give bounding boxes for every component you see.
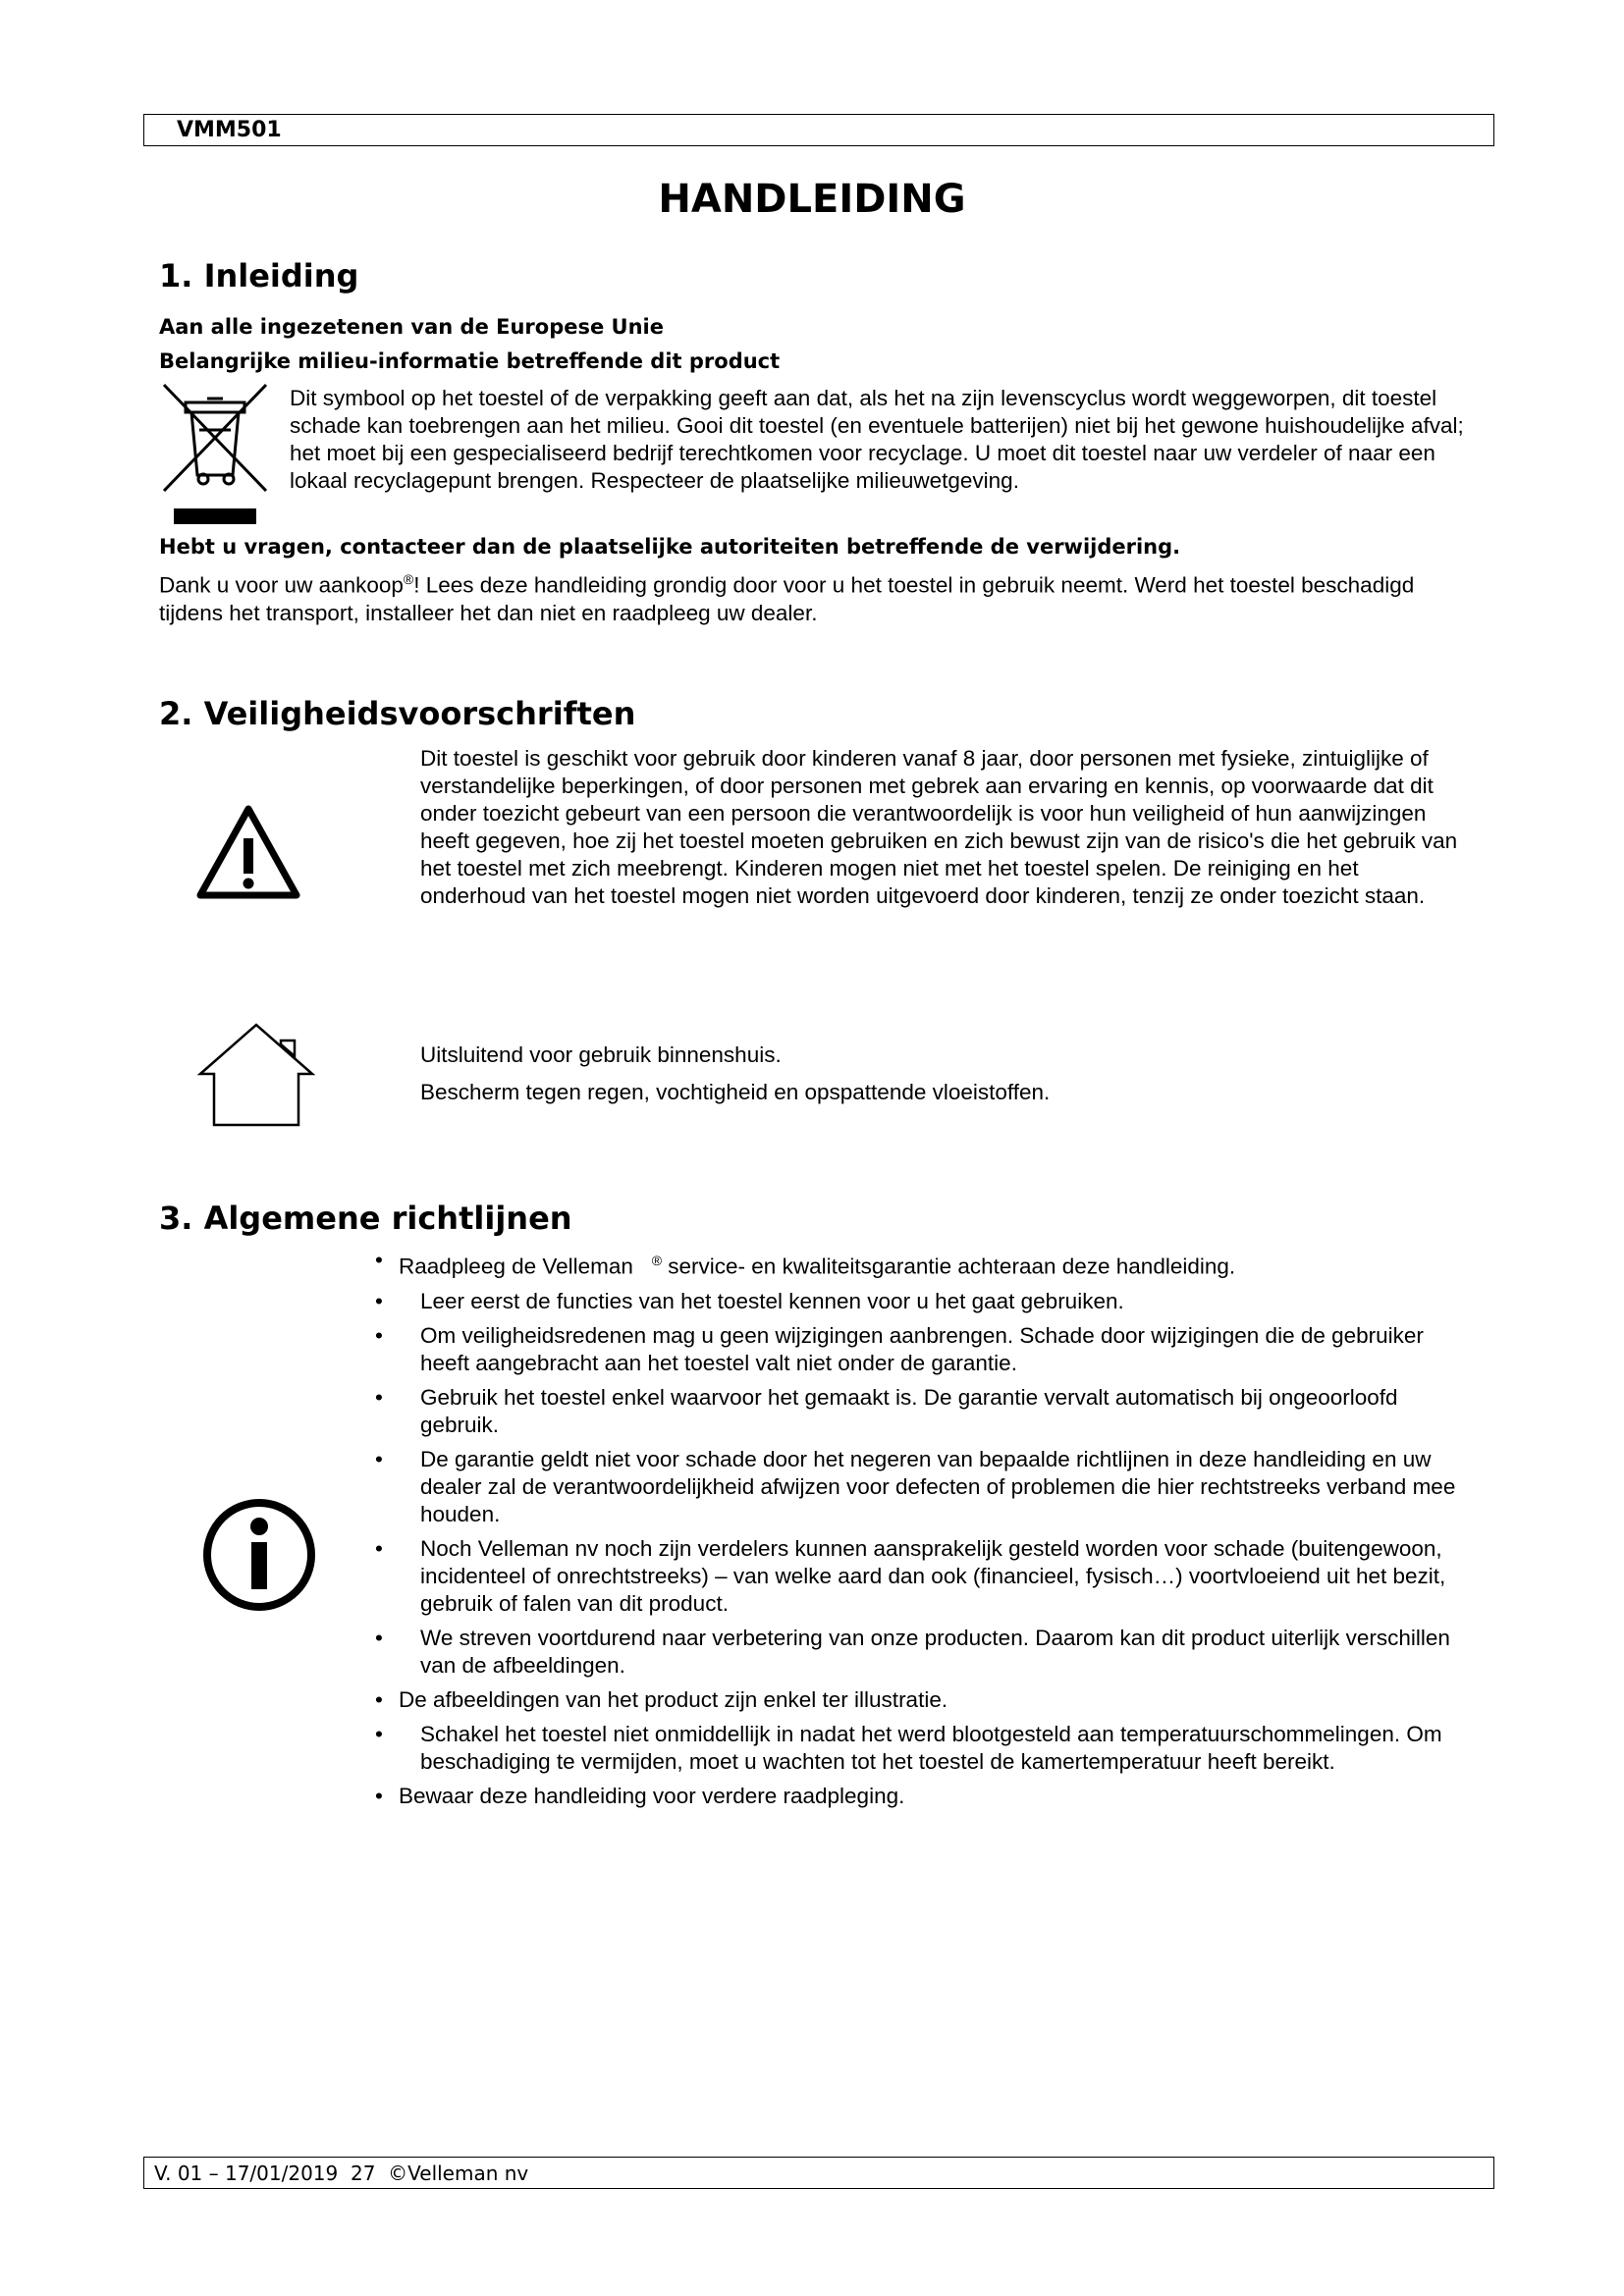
page-footer — [143, 2157, 1494, 2189]
indoor-use-text: Uitsluitend voor gebruik binnenshuis. — [420, 1042, 782, 1067]
info-icon — [201, 1497, 317, 1613]
footer-text: V. 01 – 17/01/2019 27 ©Velleman nv — [154, 2162, 529, 2185]
page-title: HANDLEIDING — [658, 177, 966, 222]
section-heading-richtlijnen: 3. Algemene richtlijnen — [159, 1200, 572, 1237]
list-item: • Noch Velleman nv noch zijn verdelers kunnen aansprakelijk gesteld worden voor schade (buitengewoon, incidenteel of onrechtstreeks) – van welke aard dan ook (financieel, fysisch…) voortvloeiend uit het bezit, gebruik of falen van dit product. — [373, 1535, 1468, 1618]
disposal-questions: Hebt u vragen, contacteer dan de plaatselijke autoriteiten betreffende de verwijdering. — [159, 535, 1181, 559]
safety-warning-text: Dit toestel is geschikt voor gebruik door kinderen vanaf 8 jaar, door personen met fysieke, zintuiglijke of verstandelijke beperkingen, of door personen met gebrek aan ervaring en kennis, op voorwaarde dat dit onder toezicht gebeurt van een persoon die verantwoordelijk is voor hun veiligheid of hun aanwijzingen heeft gegeven, hoe zij het toestel moeten gebruiken en zich bewust zijn van de risico's die het gebruik van het toestel met zich meebrengt. Kinderen mogen niet met het toestel spelen. De reiniging en het onderhoud van het toestel mogen niet worden uitgevoerd door kinderen, tenzij ze onder toezicht staan. — [420, 746, 1458, 908]
list-item-text-b: service- en kwaliteitsgarantie achteraan deze handleiding. — [662, 1254, 1236, 1279]
protect-moisture-text: Bescherm tegen regen, vochtigheid en opspattende vloeistoffen. — [420, 1080, 1051, 1104]
list-item — [373, 1247, 1468, 1281]
environment-heading: Belangrijke milieu-informatie betreffende dit product — [159, 349, 781, 373]
page-header — [143, 114, 1494, 146]
list-item: • Om veiligheidsredenen mag u geen wijzigingen aanbrengen. Schade door wijzigingen die de gebruiker heeft aangebracht aan het toestel valt niet onder de garantie. — [373, 1322, 1468, 1377]
list-item-text-a: Raadpleeg de Velleman — [399, 1254, 633, 1279]
list-item: • We streven voortdurend naar verbetering van onze producten. Daarom kan dit product uiterlijk verschillen van de afbeeldingen. — [373, 1625, 1468, 1680]
list-item: • Gebruik het toestel enkel waarvoor het gemaakt is. De garantie vervalt automatisch bij ongeoorloofd gebruik. — [373, 1384, 1468, 1439]
indoor-house-icon — [196, 1019, 316, 1129]
warning-triangle-icon — [194, 803, 302, 901]
weee-bin-icon — [160, 381, 270, 528]
list-item: • Schakel het toestel niet onmiddellijk in nadat het werd blootgesteld aan temperatuurschommelingen. Om beschadiging te vermijden, moet u wachten tot het toestel de kamertemperatuur heeft bereikt. — [373, 1721, 1468, 1776]
thanks-text-a: Dank u voor uw aankoop — [159, 572, 404, 598]
list-item: • Bewaar deze handleiding voor verdere raadpleging. — [373, 1783, 1468, 1810]
thanks-paragraph — [159, 565, 1475, 627]
list-item: • De afbeeldingen van het product zijn enkel ter illustratie. — [373, 1686, 1468, 1714]
model-number: VMM501 — [177, 118, 282, 142]
section-heading-inleiding: 1. Inleiding — [159, 257, 359, 294]
list-item: • Leer eerst de functies van het toestel kennen voor u het gaat gebruiken. — [373, 1288, 1468, 1315]
registered-mark: ® — [403, 571, 414, 587]
list-item: • De garantie geldt niet voor schade door het negeren van bepaalde richtlijnen in deze handleiding en uw dealer zal de verantwoordelijkheid afwijzen voor defecten of problemen die hier rechtstreeks verband mee houden. — [373, 1446, 1468, 1528]
thanks-text-b: ! Lees deze handleiding grondig door voor u het toestel in gebruik neemt. Werd het toestel beschadigd tijdens het transport, installeer het dan niet en raadpleeg uw dealer. — [159, 572, 1415, 625]
guidelines-list — [373, 1247, 1468, 1817]
weee-text: Dit symbool op het toestel of de verpakking geeft aan dat, als het na zijn levenscyclus wordt weggeworpen, dit toestel schade kan toebrengen aan het milieu. Gooi dit toestel (en eventuele batterijen) niet bij het gewone huishoudelijke afval; het moet bij een gespecialiseerd bedrijf terechtkomen voor recyclage. U moet dit toestel naar uw verdeler of naar een lokaal recyclagepunt brengen. Respecteer de plaatselijke milieuwetgeving. — [290, 386, 1464, 493]
section-heading-veiligheid: 2. Veiligheidsvoorschriften — [159, 695, 636, 732]
registered-mark: ® — [651, 1253, 663, 1268]
eu-heading: Aan alle ingezetenen van de Europese Unie — [159, 315, 664, 339]
